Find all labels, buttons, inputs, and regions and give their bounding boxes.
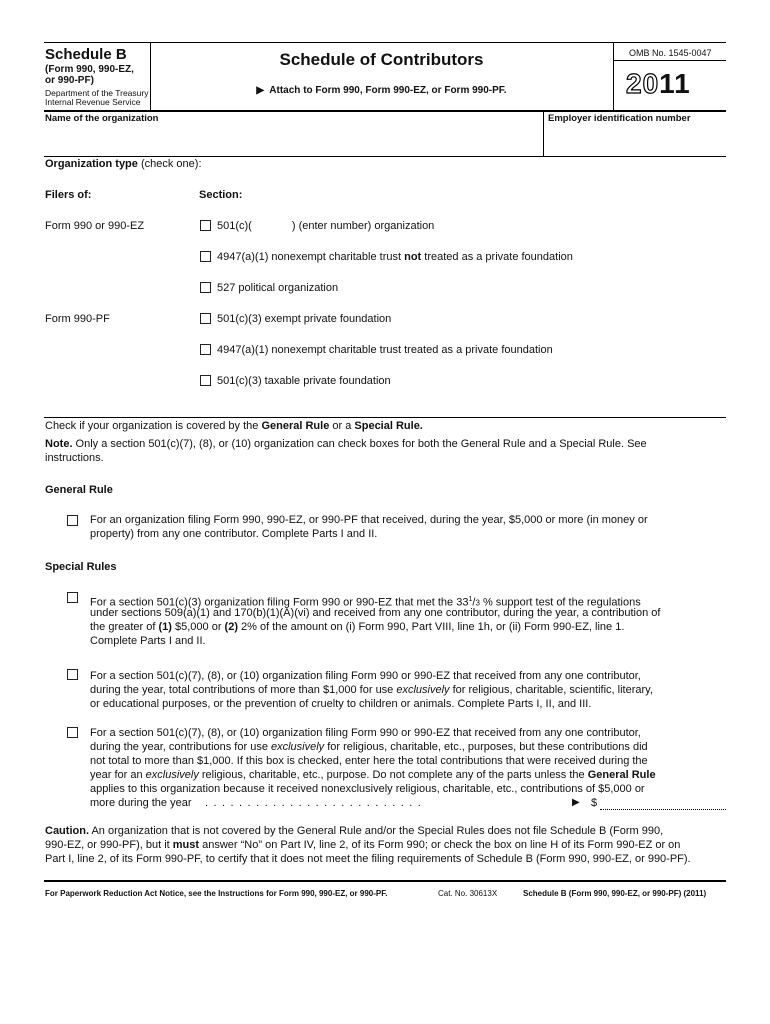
rules-intro [45,420,423,434]
special-1-l3-b: (1) [158,621,172,633]
form-subtitle-1: (Form 990, 990-EZ, [45,64,134,75]
special-3-l2-c: for religious, charitable, etc., purposes, but these contributions did [324,741,648,753]
ein-label: Employer identification number [548,113,691,124]
special-3-l4-b: exclusively [145,769,199,781]
department-line-1: Department of the Treasury [45,88,149,98]
special-3-l4-c: religious, charitable, etc., purpose. Do not complete any of the parts unless the [198,769,588,781]
special-3-line-4 [90,769,656,783]
section-label: Section: [199,189,243,201]
org-bottom-rule [44,156,726,157]
org-type-bottom-rule [44,417,726,418]
attach-text: Attach to Form 990, Form 990-EZ, or Form 990-PF. [269,85,507,96]
general-rule-line-2: property) from any one contributor. Complete Parts I and II. [90,528,378,540]
omb-number: OMB No. 1545-0047 [629,48,712,58]
rules-intro-or: or a [329,420,355,432]
dot-leader: . . . . . . . . . . . . . . . . . . . . . . . . . . [205,797,423,809]
special-2-l2-c: for religious, charitable, scientific, literary, [449,684,653,696]
caution-line-2 [45,839,680,853]
paperwork-notice: For Paperwork Reduction Act Notice, see the Instructions for Form 990, 990-EZ, or 990-PF. [45,889,388,898]
note-line-2: instructions. [45,452,104,464]
special-3-line-2 [90,741,648,755]
option-501c [217,220,434,234]
checkbox-special-rule-2[interactable] [67,669,78,680]
special-3-l2-a: during the year, contributions for use [90,741,271,753]
special-1-text-a: For a section 501(c)(3) organization filing Form 990 or 990-EZ that met the 33 [90,596,469,609]
special-rules-heading: Special Rules [45,561,117,573]
special-1-line-3 [90,621,624,635]
special-3-line-3: not total to more than $1,000. If this box is checked, enter here the total contributions that were received during the [90,755,648,767]
fraction-denominator: 3 [475,598,480,608]
special-1-line-1: For a section 501(c)(3) organization filing Form 990 or 990-EZ that met the $33^1/3$ % support test of the regulations [90,596,641,609]
caution-l2-a: 990-EZ, or 990-PF), but it [45,839,173,851]
special-1-text-b: % support test of the regulations [479,596,641,609]
tax-year-outline: 20 [626,68,660,99]
special-3-l4-a: year for an [90,769,146,781]
rules-intro-special: Special Rule. [354,420,423,432]
checkbox-501c[interactable] [200,220,211,231]
note-text-1: Only a section 501(c)(7), (8), or (10) organization can check boxes for both the General Rule and a Special Rule. See [72,438,647,450]
special-2-l2-b: exclusively [396,684,450,696]
special-2-line-1: For a section 501(c)(7), (8), or (10) organization filing Form 990 or 990-EZ that received from any one contributor, [90,670,641,682]
org-type-hint: (check one): [140,158,202,170]
org-type-label: Organization type [45,158,138,170]
special-3-line-5: applies to this organization because it received nonexclusively religious, charitable, etc., contributions of $5,000 or [90,783,645,795]
special-1-l3-e: 2% of the amount on (i) Form 990, Part VIII, line 1h, or (ii) Form 990-EZ, line 1. [238,621,625,633]
filers-of-label: Filers of: [45,189,92,201]
checkbox-527[interactable] [200,282,211,293]
special-1-line-4: Complete Parts I and II. [90,635,206,647]
tax-year [626,68,691,100]
option-4947-not-pf-pre: 4947(a)(1) nonexempt charitable trust [217,251,405,263]
caution-l2-c: answer “No” on Part IV, line 2, of its Form 990; or check the box on line H of its Form 990-EZ or on [199,839,681,851]
tax-year-solid: 11 [659,68,691,99]
option-501c3-taxable-pf: 501(c)(3) taxable private foundation [217,375,391,387]
special-3-line-1: For a section 501(c)(7), (8), or (10) organization filing Form 990 or 990-EZ that received from any one contributor, [90,727,641,739]
rules-intro-general: General Rule [261,420,330,432]
dollar-sign: $ [591,797,598,809]
option-501c-pre: 501(c)( [217,220,252,232]
note-label: Note. [45,438,73,450]
header-top-rule [44,42,726,43]
checkbox-special-rule-1[interactable] [67,592,78,603]
option-501c3-exempt-pf: 501(c)(3) exempt private foundation [217,313,392,325]
omb-rule [613,60,726,61]
form-name: Schedule B [45,46,127,63]
arrow-right-icon: ▶ [572,797,580,808]
caution-label: Caution. [45,825,89,837]
option-501c-post: ) (enter number) organization [291,220,435,232]
special-1-line-2: under sections 509(a)(1) and 170(b)(1)(A)(vi) and received from any one contributor, during the year, a contribution of [90,607,661,619]
caution-text-1: An organization that is not covered by the General Rule and/or the Special Rules does not file Schedule B (Form 990, [89,825,664,837]
form-title: Schedule of Contributors [279,50,484,69]
department-line-2: Internal Revenue Service [45,97,141,107]
header-divider-right [613,42,614,110]
ein-divider [543,110,544,156]
option-4947-not-pf [217,251,573,265]
checkbox-501c3-exempt-pf[interactable] [200,313,211,324]
org-name-field[interactable] [45,128,535,152]
checkbox-501c3-taxable-pf[interactable] [200,375,211,386]
org-name-label: Name of the organization [45,113,159,124]
special-2-line-2 [90,684,653,698]
form-990-label: Form 990 or 990-EZ [45,220,145,232]
header-bottom-rule [44,110,726,112]
rules-intro-text: Check if your organization is covered by the [45,420,262,432]
option-4947-pf: 4947(a)(1) nonexempt charitable trust treated as a private foundation [217,344,553,356]
section-number-input[interactable] [252,228,292,229]
special-2-l2-a: during the year, total contributions of more than $1,000 for use [90,684,397,696]
form-990pf-label: Form 990-PF [45,313,110,325]
special-2-line-3: or educational purposes, or the prevention of cruelty to children or animals. Complete Parts I, II, and III. [90,698,592,710]
special-3-l2-b: exclusively [271,741,325,753]
checkbox-general-rule[interactable] [67,515,78,526]
general-rule-heading: General Rule [45,484,113,496]
arrow-right-icon: ▶ [256,85,265,96]
caution-line-3: Part I, line 2, of its Form 990-PF, to certify that it does not meet the filing requirements of Schedule B (Form 990, 990-EZ, or 990-PF). [45,853,691,865]
option-4947-not-pf-post: treated as a private foundation [421,251,573,263]
special-1-l3-c: $5,000 or [171,621,225,633]
special-3-l4-d: General Rule [587,769,656,781]
footer-rule [44,880,726,882]
form-reference: Schedule B (Form 990, 990-EZ, or 990-PF) (2011) [523,889,707,898]
general-rule-line-1: For an organization filing Form 990, 990-EZ, or 990-PF that received, during the year, $5,000 or more (in money or [90,514,648,526]
special-1-l3-a: the greater of [90,621,159,633]
special-3-line-6: more during the year [90,797,192,809]
nonexclusive-contributions-amount-input[interactable] [600,795,726,810]
option-4947-not-pf-emphasis: not [404,251,422,263]
caution-l2-b: must [172,839,200,851]
checkbox-special-rule-3[interactable] [67,727,78,738]
note-line-1 [45,438,647,452]
checkbox-4947-not-pf[interactable] [200,251,211,262]
form-subtitle-2: or 990-PF) [45,75,94,86]
org-type-heading [45,158,202,172]
caution-line-1 [45,825,663,839]
fraction-numerator: 1 [468,596,473,603]
ein-field[interactable] [548,128,724,152]
catalog-number: Cat. No. 30613X [438,889,498,898]
special-1-l3-d: (2) [224,621,238,633]
option-527: 527 political organization [217,282,339,294]
checkbox-4947-pf[interactable] [200,344,211,355]
attach-instruction [150,85,613,96]
